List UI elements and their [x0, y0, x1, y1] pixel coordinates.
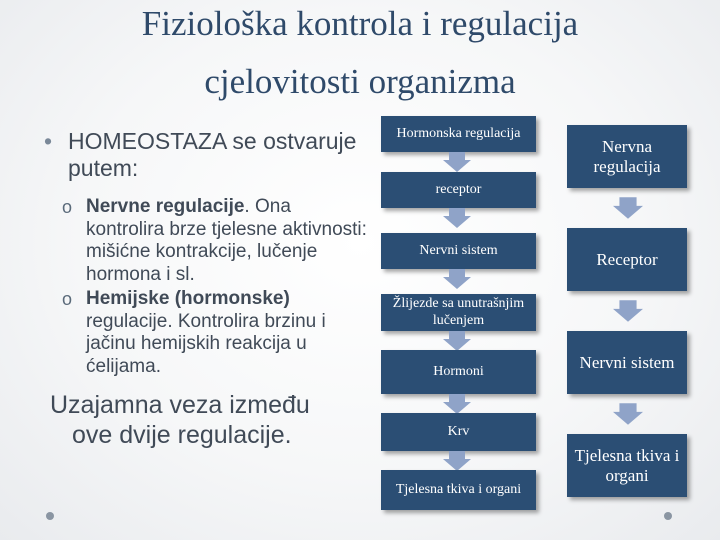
sub-bullet-nervna-bold: Nervne regulacije — [86, 196, 245, 217]
bullet-list — [38, 128, 368, 450]
arrow-down-icon — [443, 208, 471, 228]
arrow-down-icon — [613, 299, 643, 323]
sub-bullet-list — [38, 196, 368, 378]
hormonal-box-hormoni: Hormoni — [381, 350, 536, 394]
closing-line-2: ove dvije regulacije. — [72, 421, 292, 449]
hormonal-box-hormonska-regulacija: Hormonska regulacija — [381, 116, 536, 152]
arrow-down-icon — [443, 269, 471, 289]
sub-bullet-hemijska-bold: Hemijske (hormonske) — [86, 288, 290, 309]
closing-line-1: Uzajamna veza između — [50, 391, 310, 419]
nervous-box-tjelesna-tkiva: Tjelesna tkiva i organi — [567, 434, 687, 497]
hormonal-box-nervni-sistem: Nervni sistem — [381, 233, 536, 269]
nervous-box-nervna-regulacija: Nervna regulacija — [567, 125, 687, 188]
nervous-box-receptor: Receptor — [567, 228, 687, 291]
bullet-homeostaza: • HOMEOSTAZA se ostvaruje putem: — [38, 128, 368, 182]
closing-statement — [38, 390, 368, 450]
sub-bullet-hemijska — [38, 288, 368, 378]
arrow-down-icon — [443, 394, 471, 414]
sub-bullet-hemijska-text: regulacije. Kontrolira brzinu i jačinu hemijskih reakcija u ćelijama. — [86, 310, 326, 377]
sub-bullet-nervna-text: . Ona kontrolira brze tjelesne aktivnosti: mišićne kontrakcije, lučenje hormona i sl. — [86, 196, 367, 285]
arrow-down-icon — [613, 196, 643, 220]
decorative-dot — [664, 512, 672, 520]
sub-bullet-nervna — [38, 196, 368, 286]
arrow-down-icon — [443, 331, 471, 351]
hormonal-box-krv: Krv — [381, 413, 536, 451]
arrow-down-icon — [443, 451, 471, 471]
hormonal-box-tjelesna-tkiva: Tjelesna tkiva i organi — [381, 470, 536, 510]
hormonal-box-receptor: receptor — [381, 172, 536, 208]
decorative-dot — [46, 512, 54, 520]
hormonal-box-zlijezde: Žlijezde sa unutrašnjim lučenjem — [381, 294, 536, 331]
title-line-2: cjelovitosti organizma — [204, 62, 516, 101]
title-line-1: Fiziološka kontrola i regulacija — [141, 4, 579, 43]
nervous-box-nervni-sistem: Nervni sistem — [567, 331, 687, 394]
arrow-down-icon — [613, 402, 643, 426]
arrow-down-icon — [443, 152, 471, 172]
